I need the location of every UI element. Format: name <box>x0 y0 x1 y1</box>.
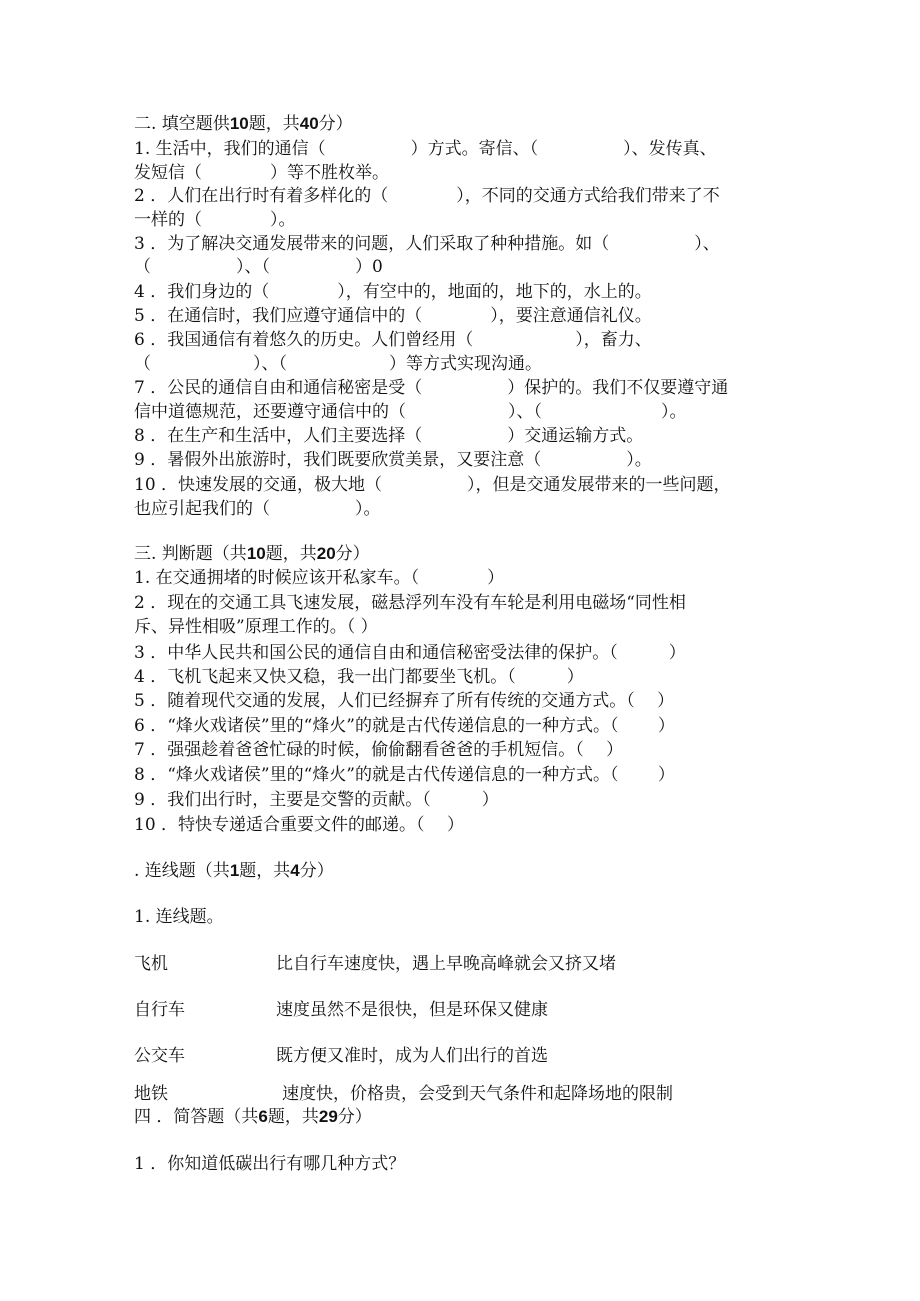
fill-line: （ ）、（ ）0 <box>134 257 383 277</box>
short-answer-question: 1 ．你知道低碳出行有哪几种方式？ <box>134 1154 406 1174</box>
judge-line: 4 ．飞机飞起来又快又稳，我一出门都要坐飞机。（ ） <box>134 667 584 687</box>
fill-line: 3 ．为了解决交通发展带来的问题，人们采取了种种措施。如（ ）、 <box>134 234 720 254</box>
match-right-item: 比自行车速度快，遇上早晚高峰就会又挤又堵 <box>276 954 616 974</box>
fill-line: 也应引起我们的（ ）。 <box>134 499 381 519</box>
section2-heading: 二. 填空题供10题，共40分） <box>134 114 353 134</box>
judge-line: 5 ．随着现代交通的发展，人们已经摒弃了所有传统的交通方式。（ ） <box>134 691 675 711</box>
fill-line: 9 ．暑假外出旅游时，我们既要欣赏美景，又要注意（ ）。 <box>134 450 652 470</box>
fill-line: 发短信（ ）等不胜枚举。 <box>134 163 389 183</box>
fill-line: 1. 生活中，我们的通信（ ）方式。寄信、（ ）、发传真、 <box>134 139 717 159</box>
match-left-item: 公交车 <box>134 1046 185 1066</box>
fill-line: 8 ．在生产和生活中，人们主要选择（ ）交通运输方式。 <box>134 426 644 446</box>
judge-line: 7 ．强强趁着爸爸忙碌的时候，偷偷翻看爸爸的手机短信。（ ） <box>134 740 624 760</box>
match-right-item: 速度快，价格贵，会受到天气条件和起降场地的限制 <box>282 1084 673 1104</box>
judge-line: 1. 在交通拥堵的时候应该开私家车。（ ） <box>134 568 505 588</box>
section4-heading: 四 ．简答题（共6题，共29分） <box>134 1107 372 1127</box>
fill-line: （ ）、（ ）等方式实现沟通。 <box>134 354 542 374</box>
fill-line: 信中道德规范，还要遵守通信中的（ ）、（ ）。 <box>134 402 687 422</box>
judge-line: 3 ．中华人民共和国公民的通信自由和通信秘密受法律的保护。（ ） <box>134 643 686 663</box>
fill-line: 7 ．公民的通信自由和通信秘密是受（ ）保护的。我们不仅要遵守通 <box>134 378 729 398</box>
judge-line: 10 ．特快专递适合重要文件的邮递。（ ） <box>134 815 464 835</box>
judge-line: 斥、异性相吸”原理工作的。（ ） <box>134 617 378 637</box>
match-left-item: 自行车 <box>134 1000 185 1020</box>
match-question: 1. 连线题。 <box>134 907 224 927</box>
fill-line: 5 ．在通信时，我们应遵守通信中的（ ），要注意通信礼仪。 <box>134 306 652 326</box>
fill-line: 一样的（ ）。 <box>134 210 296 230</box>
fill-line: 2 ．人们在出行时有着多样化的（ ），不同的交通方式给我们带来了不 <box>134 186 720 206</box>
section3-heading: 三. 判断题（共10题，共20分） <box>134 544 370 564</box>
match-left-item: 飞机 <box>134 954 168 974</box>
match-right-item: 既方便又准时，成为人们出行的首选 <box>276 1046 548 1066</box>
fill-line: 6 ．我国通信有着悠久的历史。人们曾经用（ ），畜力、 <box>134 330 652 350</box>
match-heading: . 连线题（共1题，共4分） <box>134 861 334 881</box>
fill-line: 10 ．快速发展的交通，极大地（ ），但是交通发展带来的一些问题， <box>134 475 731 495</box>
match-left-item: 地铁 <box>134 1084 168 1104</box>
judge-line: 8 ．“烽火戏诸侯”里的“烽火”的就是古代传递信息的一种方式。（ ） <box>134 765 675 785</box>
judge-line: 2 ．现在的交通工具飞速发展，磁悬浮列车没有车轮是利用电磁场“同性相 <box>134 593 686 613</box>
match-right-item: 速度虽然不是很快，但是环保又健康 <box>276 1000 548 1020</box>
judge-line: 9 ．我们出行时，主要是交警的贡献。（ ） <box>134 790 499 810</box>
fill-line: 4 ．我们身边的（ ），有空中的，地面的，地下的，水上的。 <box>134 282 652 302</box>
judge-line: 6 ．“烽火戏诸侯”里的“烽火”的就是古代传递信息的一种方式。（ ） <box>134 716 675 736</box>
